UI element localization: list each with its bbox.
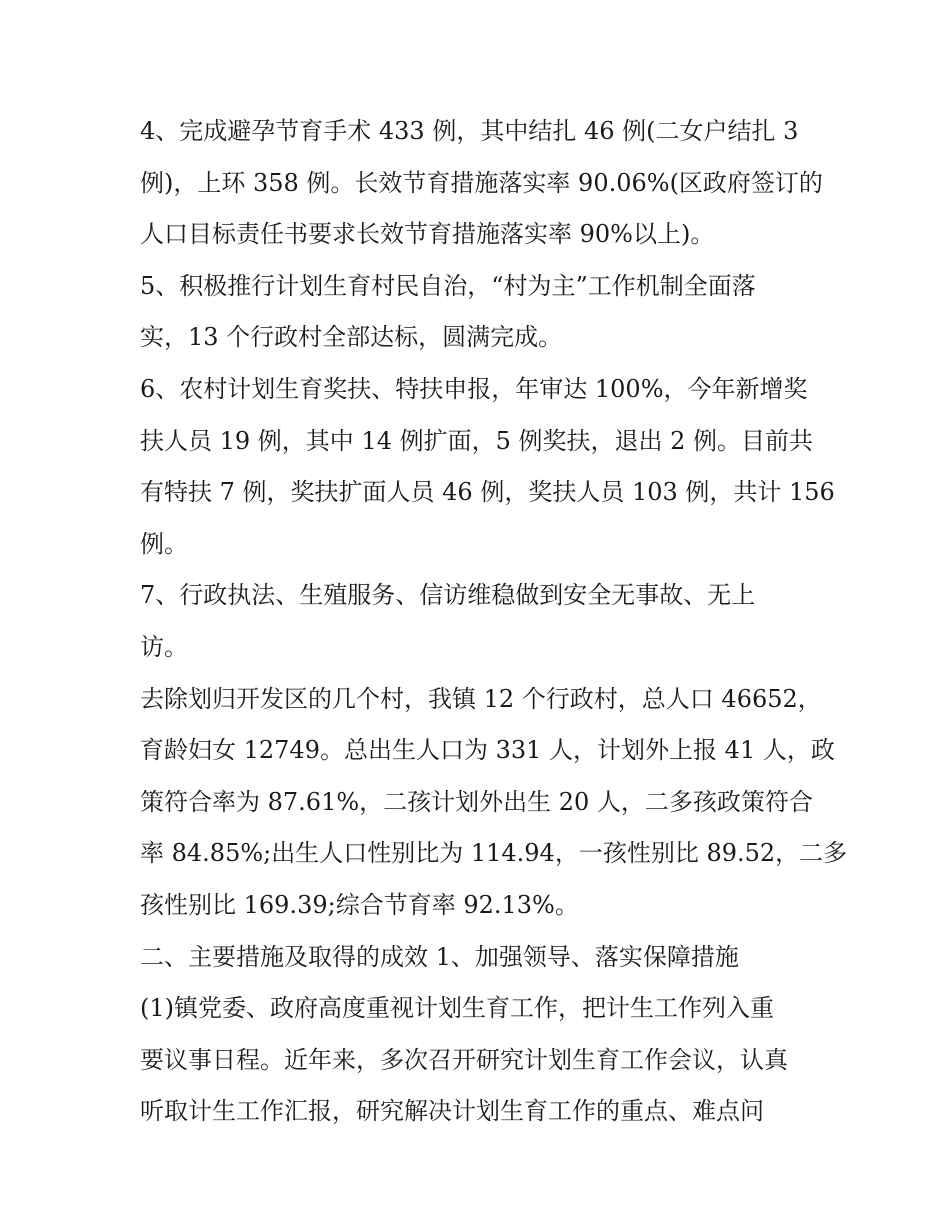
text-line: 例。 xyxy=(140,529,188,558)
text-line: 7、行政执法、生殖服务、信访维稳做到安全无事故、无上 xyxy=(140,581,756,610)
text-line: 例)，上环 358 例。长效节育措施落实率 90.06%(区政府签订的 xyxy=(140,168,823,197)
text-line: 率 84.85%;出生人口性别比为 114.94，一孩性别比 89.52，二多 xyxy=(140,839,848,868)
text-line: 有特扶 7 例，奖扶扩面人员 46 例，奖扶人员 103 例，共计 156 xyxy=(140,478,835,507)
text-line: (1)镇党委、政府高度重视计划生育工作，把计生工作列入重 xyxy=(140,994,774,1023)
text-line: 孩性别比 169.39;综合节育率 92.13%。 xyxy=(140,890,579,919)
text-line: 4、完成避孕节育手术 433 例，其中结扎 46 例(二女户结扎 3 xyxy=(140,117,799,145)
text-line: 6、农村计划生育奖扶、特扶申报，年审达 100%，今年新增奖 xyxy=(140,374,808,403)
text-line: 策符合率为 87.61%，二孩计划外出生 20 人，二多孩政策符合 xyxy=(140,787,813,816)
body-text xyxy=(140,106,848,1138)
text-line: 育龄妇女 12749。总出生人口为 331 人，计划外上报 41 人，政 xyxy=(140,736,835,765)
text-line: 实，13 个行政村全部达标，圆满完成。 xyxy=(140,323,563,352)
text-line: 5、积极推行计划生育村民自治，“村为主”工作机制全面落 xyxy=(140,271,756,300)
text-line: 去除划归开发区的几个村，我镇 12 个行政村，总人口 46652， xyxy=(140,684,822,713)
text-line: 扶人员 19 例，其中 14 例扩面，5 例奖扶，退出 2 例。目前共 xyxy=(140,426,814,455)
text-line: 访。 xyxy=(140,632,188,661)
text-line: 人口目标责任书要求长效节育措施落实率 90%以上)。 xyxy=(140,220,715,249)
text-line: 二、主要措施及取得的成效 1、加强领导、落实保障措施 xyxy=(140,942,739,971)
text-line: 听取计生工作汇报，研究解决计划生育工作的重点、难点问 xyxy=(140,1097,764,1126)
text-line: 要议事日程。近年来，多次召开研究计划生育工作会议，认真 xyxy=(140,1045,788,1074)
